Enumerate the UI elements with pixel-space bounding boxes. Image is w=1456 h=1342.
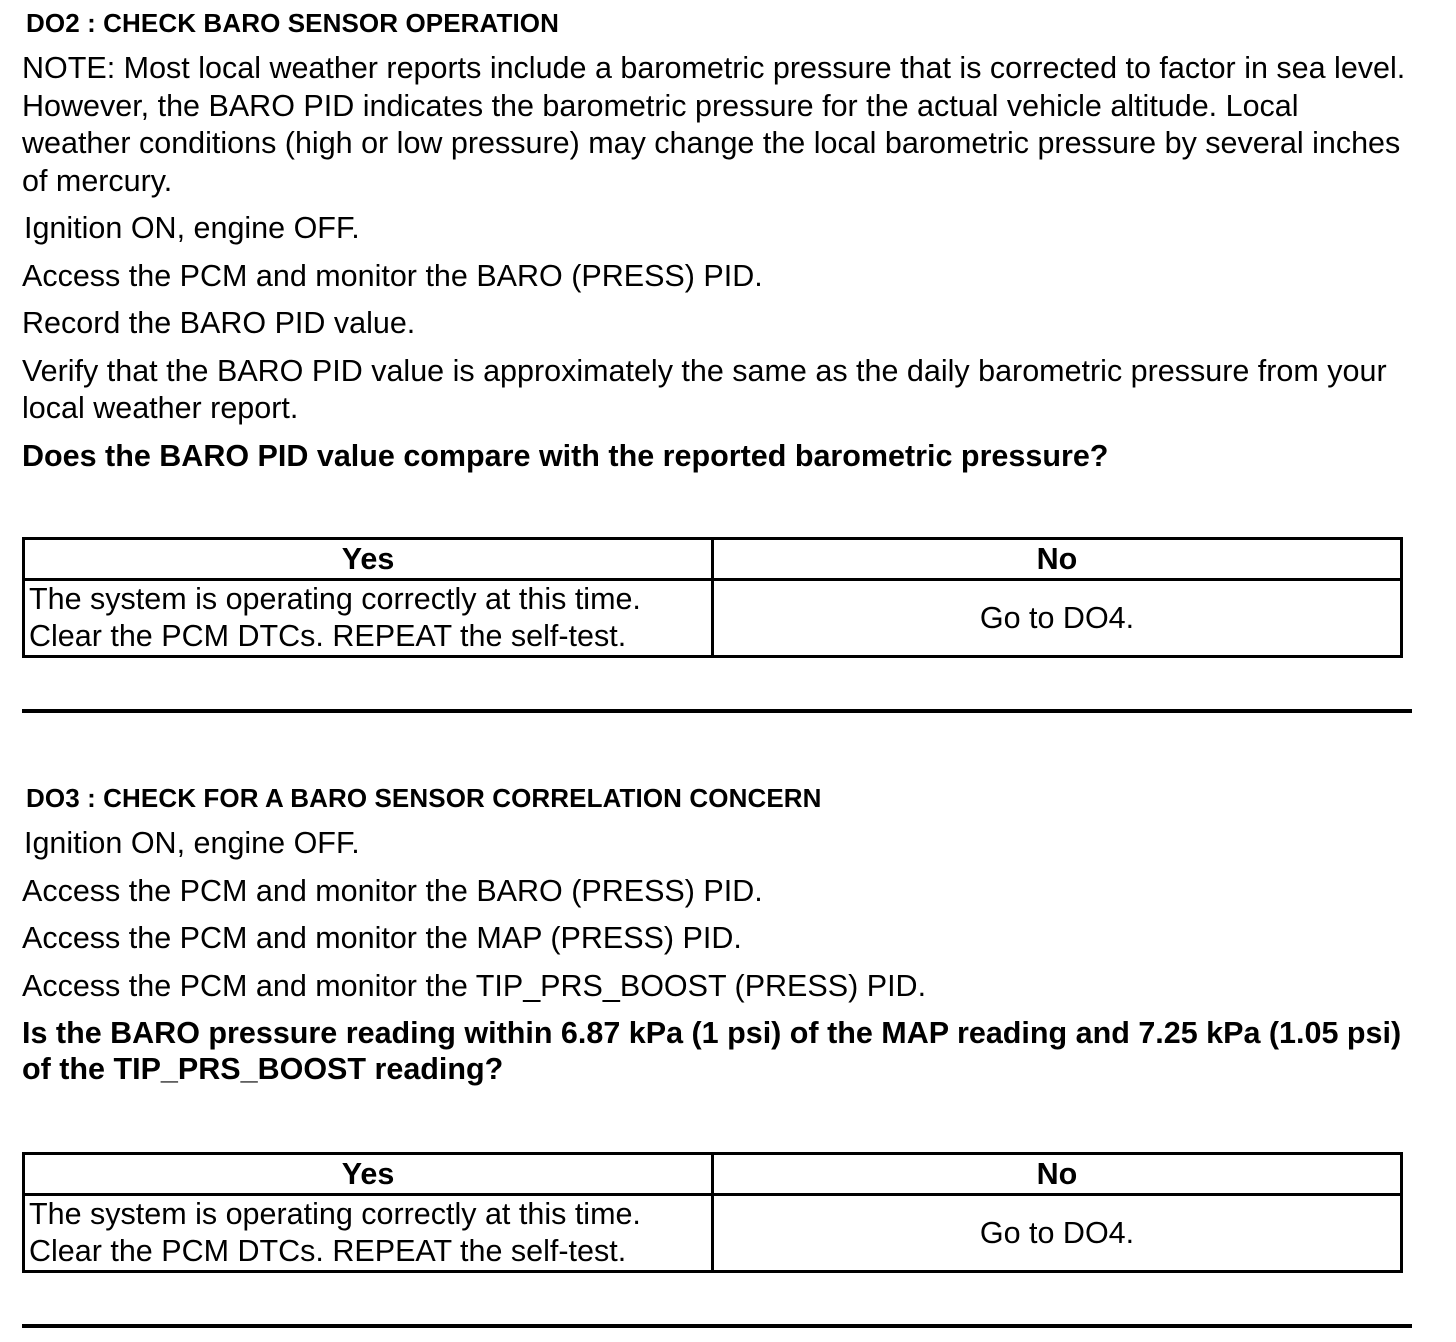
yes-cell [24,1195,713,1272]
test-question: Does the BARO PID value compare with the reported barometric pressure? [22,438,1109,473]
step-paragraph: Ignition ON, engine OFF. [24,826,360,860]
section-divider [22,1324,1412,1328]
yes-no-table [22,537,1403,658]
yes-no-table [22,1152,1403,1273]
section-heading: DO2 : CHECK BARO SENSOR OPERATION [26,8,559,38]
test-question: Is the BARO pressure reading within 6.87 kPa (1 psi) of the MAP reading and 7.25 kPa (1.05 psi) of the TIP_PRS_BOOST reading? [22,1016,1402,1086]
yes-line: Clear the PCM DTCs. REPEAT the self-test. [29,1234,627,1268]
step-paragraph: Access the PCM and monitor the BARO (PRESS) PID. [22,258,763,293]
no-header: No [713,539,1402,580]
no-cell: Go to DO4. [713,580,1402,657]
yes-cell [24,580,713,657]
yes-line: The system is operating correctly at this time. [29,582,641,616]
step-paragraph: Access the PCM and monitor the TIP_PRS_BOOST (PRESS) PID. [22,968,927,1003]
section-do2 [22,6,1414,474]
section-do3 [22,781,1414,1087]
step-paragraph: Access the PCM and monitor the MAP (PRESS) PID. [22,921,742,955]
yes-line: Clear the PCM DTCs. REPEAT the self-test. [29,619,627,653]
yes-header: Yes [24,539,713,580]
table-header-row [24,539,1402,580]
step-paragraph: Record the BARO PID value. [22,306,416,340]
step-paragraph: Verify that the BARO PID value is approximately the same as the daily barometric pressure from your local weather report. [22,353,1387,425]
table-row [24,1195,1402,1272]
yes-line: The system is operating correctly at this time. [29,1197,641,1231]
note-paragraph: NOTE: Most local weather reports include a barometric pressure that is corrected to factor in sea level. However, the BARO PID indicates the barometric pressure for the actual vehicle altitude. Local weather conditions (high or low pressure) may change the local barometric pressure by several inches of mercury. [22,51,1406,198]
step-paragraph: Access the PCM and monitor the BARO (PRESS) PID. [22,873,763,908]
no-cell: Go to DO4. [713,1195,1402,1272]
yes-header: Yes [24,1154,713,1195]
step-paragraph: Ignition ON, engine OFF. [24,211,360,245]
section-divider [22,709,1412,713]
no-header: No [713,1154,1402,1195]
table-header-row [24,1154,1402,1195]
section-heading: DO3 : CHECK FOR A BARO SENSOR CORRELATION CONCERN [26,783,822,813]
table-row [24,580,1402,657]
